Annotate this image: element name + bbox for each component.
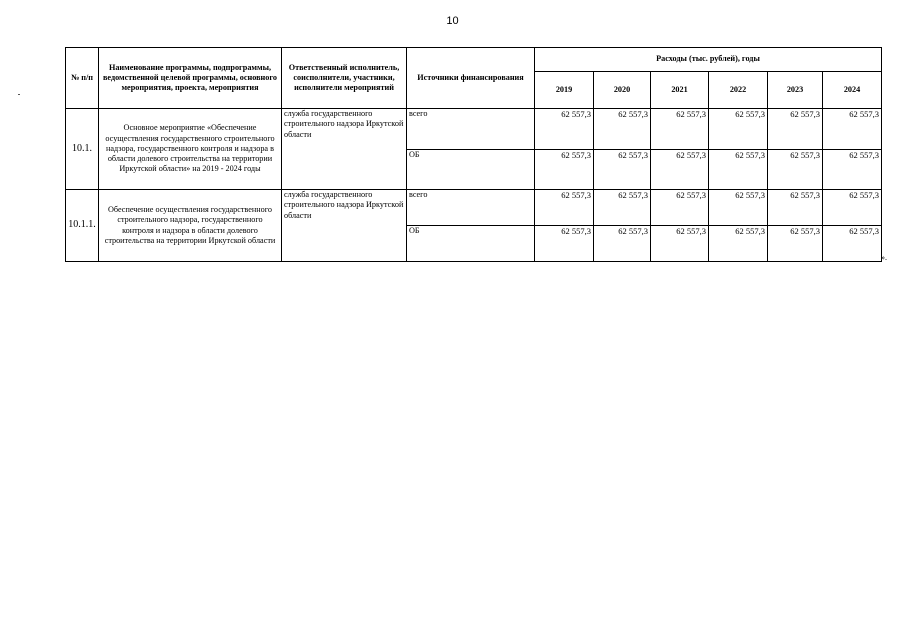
- value-cell: 62 557,3: [535, 109, 594, 150]
- value-cell: 62 557,3: [709, 150, 768, 190]
- closing-quote: ».: [881, 253, 887, 262]
- row-name: Обеспечение осуществления государственного строительного надзора, государственного контроля и надзора в области долевого строительства на территории Иркутской области: [99, 190, 282, 262]
- header-source: Источники финансирования: [407, 48, 535, 109]
- header-expenses: Расходы (тыс. рублей), годы: [535, 48, 882, 72]
- table-row: [66, 109, 882, 150]
- header-executor: Ответственный исполнитель, соисполнители, участники, исполнители мероприятий: [282, 48, 407, 109]
- value-cell: 62 557,3: [535, 190, 594, 226]
- value-cell: 62 557,3: [535, 226, 594, 262]
- header-year: 2023: [768, 72, 823, 109]
- value-cell: 62 557,3: [594, 150, 651, 190]
- source-label: всего: [407, 190, 535, 226]
- value-cell: 62 557,3: [768, 190, 823, 226]
- table-row: [66, 190, 882, 226]
- row-name: Основное мероприятие «Обеспечение осуществления государственного строительного надзора, государственного контроля и надзора в области долевого строительства на территории Иркутской области» на 2019 - 2024 годы: [99, 109, 282, 190]
- header-year: 2021: [651, 72, 709, 109]
- page-number: 10: [446, 15, 459, 27]
- row-number: 10.1.1.: [66, 190, 99, 262]
- margin-mark: [18, 94, 20, 95]
- value-cell: 62 557,3: [651, 150, 709, 190]
- value-cell: 62 557,3: [594, 190, 651, 226]
- header-year: 2020: [594, 72, 651, 109]
- value-cell: 62 557,3: [709, 226, 768, 262]
- source-label: ОБ: [407, 150, 535, 190]
- value-cell: 62 557,3: [535, 150, 594, 190]
- value-cell: 62 557,3: [594, 226, 651, 262]
- value-cell: 62 557,3: [823, 150, 882, 190]
- budget-table: [65, 47, 882, 262]
- value-cell: 62 557,3: [709, 109, 768, 150]
- value-cell: 62 557,3: [709, 190, 768, 226]
- value-cell: 62 557,3: [823, 109, 882, 150]
- source-label: ОБ: [407, 226, 535, 262]
- row-executor: служба государственного строительного надзора Иркутской области: [282, 109, 407, 190]
- header-year: 2024: [823, 72, 882, 109]
- value-cell: 62 557,3: [823, 226, 882, 262]
- header-year: 2019: [535, 72, 594, 109]
- value-cell: 62 557,3: [768, 109, 823, 150]
- value-cell: 62 557,3: [651, 109, 709, 150]
- source-label: всего: [407, 109, 535, 150]
- value-cell: 62 557,3: [594, 109, 651, 150]
- row-number: 10.1.: [66, 109, 99, 190]
- value-cell: 62 557,3: [768, 150, 823, 190]
- header-year: 2022: [709, 72, 768, 109]
- value-cell: 62 557,3: [651, 190, 709, 226]
- value-cell: 62 557,3: [768, 226, 823, 262]
- value-cell: 62 557,3: [651, 226, 709, 262]
- header-num: № п/п: [66, 48, 99, 109]
- header-name: Наименование программы, подпрограммы, ведомственной целевой программы, основного мероприятия, проекта, мероприятия: [99, 48, 282, 109]
- value-cell: 62 557,3: [823, 190, 882, 226]
- row-executor: служба государственного строительного надзора Иркутской области: [282, 190, 407, 262]
